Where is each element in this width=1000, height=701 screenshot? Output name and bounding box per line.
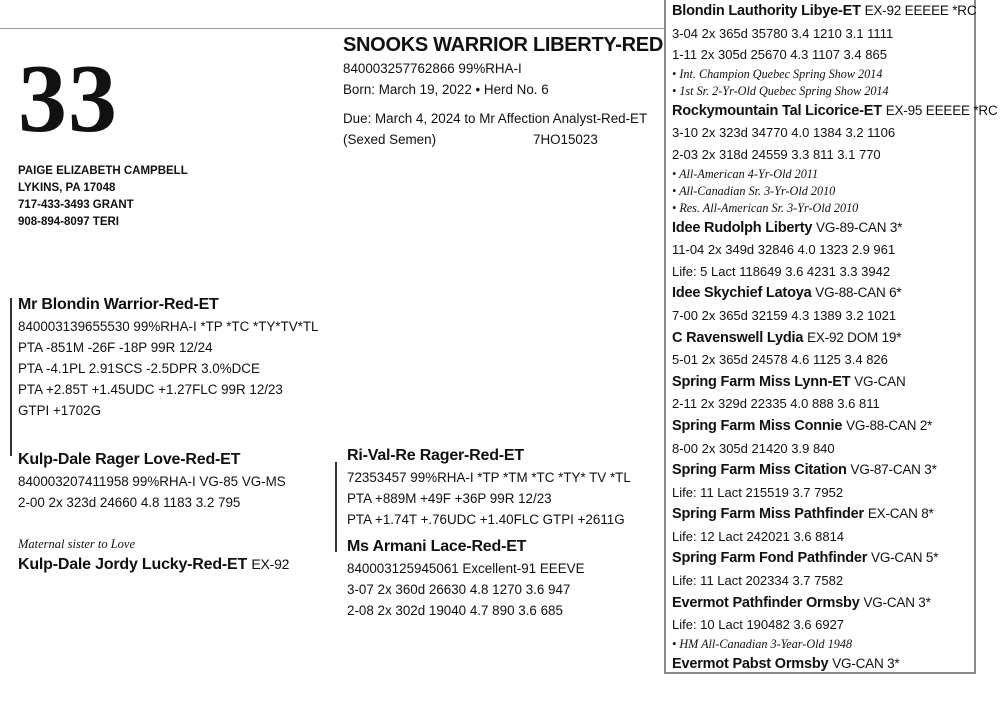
ancestor-record: 2-11 2x 329d 22335 4.0 888 3.6 811 [672, 396, 880, 412]
ancestor-name: Spring Farm Fond Pathfinder [672, 550, 868, 567]
ancestor-record: 7-00 2x 365d 32159 4.3 1389 3.2 1021 [672, 307, 897, 323]
consignor-city: LYKINS, PA 17048 [18, 182, 116, 194]
ancestor-award-note: • 1st Sr. 2-Yr-Old Quebec Spring Show 2014 [672, 83, 889, 98]
pedigree-ancestor-name [672, 459, 974, 482]
ancestor-classification: EX-92 EEEEE *RC [864, 3, 977, 18]
semen-code: 7HO15023 [533, 132, 598, 147]
consignor-name: PAIGE ELIZABETH CAMPBELL [18, 165, 188, 177]
sister-name-line [18, 553, 289, 576]
sire-line: PTA +2.85T +1.45UDC +1.27FLC 99R 12/23 [18, 382, 283, 397]
sire-line: GTPI +1702G [18, 403, 101, 418]
ancestor-award-note: • Int. Champion Quebec Spring Show 2014 [672, 66, 883, 81]
mgd-name: Ms Armani Lace-Red-ET [347, 538, 527, 555]
mgs-line: PTA +1.74T +.76UDC +1.40FLC GTPI +2611G [347, 512, 625, 527]
ancestor-name: Rockymountain Tal Licorice-ET [672, 102, 882, 119]
ancestor-record: 8-00 2x 305d 21420 3.9 840 [672, 440, 835, 456]
consignor-info [18, 163, 188, 231]
mgd-line: 840003125945061 Excellent-91 EEEVE [347, 561, 585, 576]
cow-id: 840003257762866 99%RHA-I [343, 61, 522, 76]
mgd-section [347, 536, 585, 621]
dam-name: Kulp-Dale Rager Love-Red-ET [18, 451, 241, 468]
mgs-line: PTA +889M +49F +36P 99R 12/23 [347, 491, 552, 506]
mgd-line: 3-07 2x 360d 26630 4.8 1270 3.6 947 [347, 582, 571, 597]
pedigree-ancestor-name [672, 327, 974, 350]
pedigree-ancestor-name [672, 547, 974, 570]
ancestor-record: 3-10 2x 323d 34770 4.0 1384 3.2 1106 [672, 125, 896, 141]
sister-note: Maternal sister to Love [18, 537, 136, 551]
ancestor-classification: EX-95 EEEEE *RC [885, 102, 998, 118]
cow-semen-line [343, 129, 663, 150]
cow-header [343, 32, 663, 150]
ancestor-record: Life: 10 Lact 190482 3.6 6927 [672, 617, 845, 633]
cow-due: Due: March 4, 2024 to Mr Affection Analyst-Red-ET [343, 111, 648, 126]
ancestor-award-note: • Res. All-American Sr. 3-Yr-Old 2010 [672, 200, 859, 215]
mgd-line: 2-08 2x 302d 19040 4.7 890 3.6 685 [347, 603, 563, 618]
mgs-section [347, 445, 631, 530]
semen-type: (Sexed Semen) [343, 132, 437, 147]
pedigree-ancestor-name [672, 653, 974, 676]
ancestor-record: 3-04 2x 365d 35780 3.4 1210 3.1 1111 [672, 25, 894, 41]
ancestor-classification: EX-CAN 8* [867, 506, 934, 522]
ancestor-classification: VG-CAN 3* [863, 594, 931, 610]
sire-line: PTA -4.1PL 2.91SCS -2.5DPR 3.0%DCE [18, 361, 260, 376]
sister-class: EX-92 [251, 556, 290, 572]
consignor-phone-2: 908-894-8097 TERI [18, 216, 120, 228]
ancestor-name: Spring Farm Miss Citation [672, 462, 847, 479]
ancestor-classification: EX-92 DOM 19* [807, 329, 902, 345]
sire-name: Mr Blondin Warrior-Red-ET [18, 296, 219, 313]
ancestor-name: Idee Skychief Latoya [672, 285, 812, 302]
ancestor-name: Spring Farm Miss Lynn-ET [672, 373, 851, 390]
mgs-name: Ri-Val-Re Rager-Red-ET [347, 447, 524, 464]
pedigree-ancestor-name [672, 0, 977, 23]
ancestor-name: Evermot Pabst Ormsby [672, 655, 829, 672]
ancestor-name: C Ravenswell Lydia [672, 329, 804, 346]
ancestor-award-note: • All-American 4-Yr-Old 2011 [672, 166, 819, 181]
pedigree-ancestor-name [672, 282, 974, 305]
ancestor-classification: VG-87-CAN 3* [850, 462, 937, 478]
cow-born: Born: March 19, 2022 • Herd No. 6 [343, 82, 549, 97]
sire-line: 840003139655530 99%RHA-I *TP *TC *TY*TV*TL [18, 319, 319, 334]
ancestor-award-note: • HM All-Canadian 3-Year-Old 1948 [672, 636, 853, 651]
sire-line: PTA -851M -26F -18P 99R 12/24 [18, 340, 213, 355]
sister-section [18, 535, 289, 576]
ancestor-record: Life: 11 Lact 202334 3.7 7582 [672, 573, 844, 589]
cow-name: SNOOKS WARRIOR LIBERTY-RED [343, 34, 663, 56]
ancestor-classification: VG-88-CAN 6* [815, 285, 902, 301]
pedigree-ancestor-name [672, 415, 974, 438]
dam-section [18, 449, 286, 513]
ancestor-classification: VG-CAN 5* [871, 550, 939, 566]
sire-bracket [10, 298, 12, 456]
consignor-phone-1: 717-433-3493 GRANT [18, 199, 134, 211]
ancestor-record: 2-03 2x 318d 24559 3.3 811 3.1 770 [672, 146, 881, 162]
ancestor-classification: VG-89-CAN 3* [816, 219, 903, 235]
ancestor-record: Life: 5 Lact 118649 3.6 4231 3.3 3942 [672, 263, 891, 279]
ancestor-record: Life: 12 Lact 242021 3.6 8814 [672, 528, 845, 544]
ancestor-name: Blondin Lauthority Libye-ET [672, 3, 861, 19]
ancestor-name: Evermot Pathfinder Ormsby [672, 594, 860, 611]
ancestor-classification: VG-CAN [854, 373, 906, 389]
pedigree-ancestor-name [672, 371, 974, 394]
pedigree-ancestor-name [672, 100, 998, 123]
ancestor-name: Spring Farm Miss Pathfinder [672, 506, 864, 523]
ancestor-classification: VG-CAN 3* [832, 655, 900, 671]
pedigree-ancestor-name [672, 217, 974, 240]
sister-name: Kulp-Dale Jordy Lucky-Red-ET [18, 556, 248, 573]
ancestor-award-note: • All-Canadian Sr. 3-Yr-Old 2010 [672, 183, 836, 198]
mgs-line: 72353457 99%RHA-I *TP *TM *TC *TY* TV *TL [347, 470, 631, 485]
ancestor-name: Idee Rudolph Liberty [672, 219, 813, 236]
ancestor-classification: VG-88-CAN 2* [846, 417, 933, 433]
top-divider [0, 28, 665, 29]
dam-line: 840003207411958 99%RHA-I VG-85 VG-MS [18, 474, 286, 489]
ancestor-record: 5-01 2x 365d 24578 4.6 1125 3.4 826 [672, 352, 888, 368]
mgs-bracket [335, 462, 337, 552]
pedigree-ancestor-name [672, 503, 974, 526]
ancestor-record: 1-11 2x 305d 25670 4.3 1107 3.4 865 [672, 47, 887, 63]
ancestor-record: Life: 11 Lact 215519 3.7 7952 [672, 484, 844, 500]
pedigree-box [664, 0, 998, 674]
dam-line: 2-00 2x 323d 24660 4.8 1183 3.2 795 [18, 495, 241, 510]
ancestor-name: Spring Farm Miss Connie [672, 417, 843, 434]
sire-section [18, 294, 318, 421]
pedigree-ancestor-name [672, 592, 974, 615]
ancestor-record: 11-04 2x 349d 32846 4.0 1323 2.9 961 [672, 242, 896, 258]
lot-number: 33 [18, 45, 118, 153]
